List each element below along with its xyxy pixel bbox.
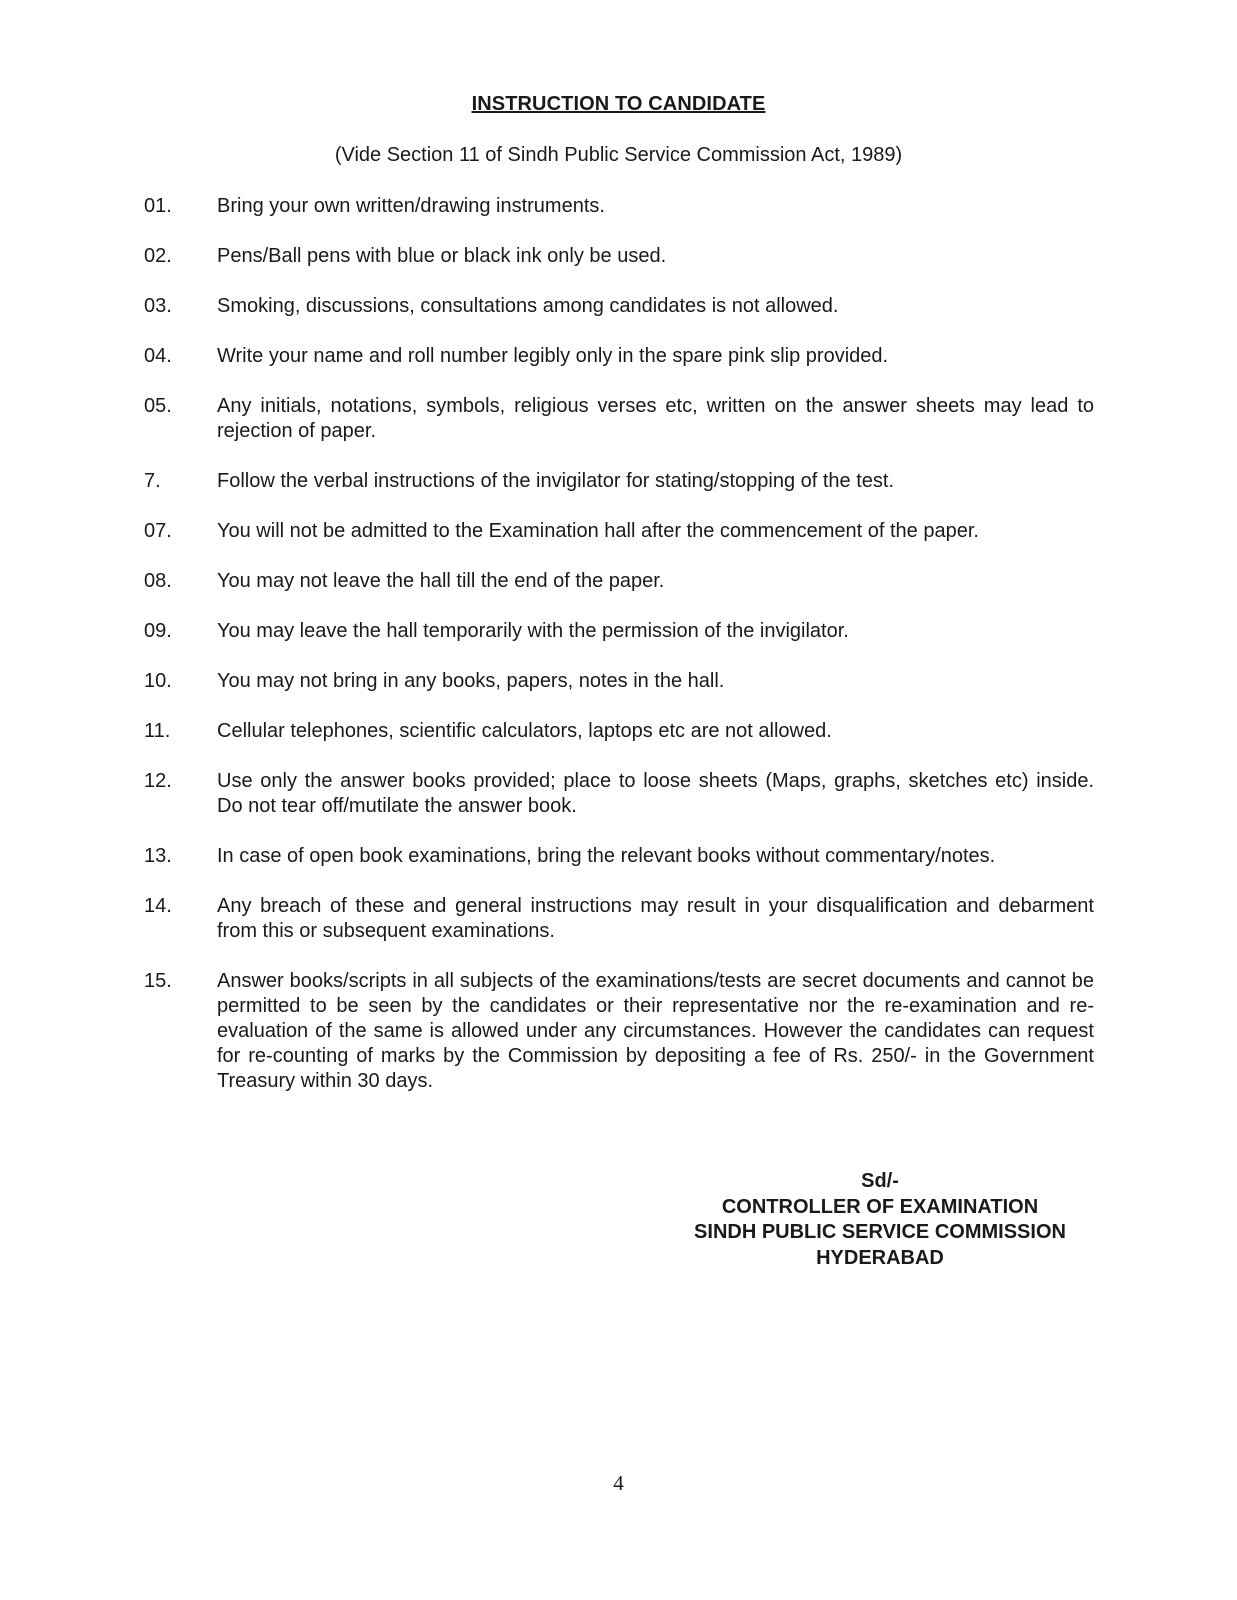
instruction-number: 02. xyxy=(144,245,172,267)
instruction-number: 08. xyxy=(144,570,172,592)
instruction-number: 11. xyxy=(144,720,171,742)
instruction-number: 10. xyxy=(144,670,172,692)
instruction-text: Pens/Ball pens with blue or black ink only be used. xyxy=(217,245,667,267)
instruction-text: Cellular telephones, scientific calculators, laptops etc are not allowed. xyxy=(217,720,832,742)
instruction-text: Write your name and roll number legibly only in the spare pink slip provided. xyxy=(217,345,889,367)
instruction-item xyxy=(144,619,1094,644)
instruction-item xyxy=(144,469,1094,494)
instruction-item xyxy=(144,769,1094,819)
instruction-item xyxy=(144,719,1094,744)
instruction-number: 01. xyxy=(144,195,172,217)
instruction-item xyxy=(144,194,1094,219)
instruction-text: Follow the verbal instructions of the invigilator for stating/stopping of the test. xyxy=(217,470,895,492)
instruction-number: 15. xyxy=(144,970,172,992)
instruction-text: Any breach of these and general instructions may result in your disqualification and debarment from this or subsequent examinations. xyxy=(217,895,1094,942)
instruction-number: 12. xyxy=(144,770,172,792)
instruction-number: 03. xyxy=(144,295,172,317)
instruction-item xyxy=(144,669,1094,694)
instruction-item xyxy=(144,519,1094,544)
instruction-item xyxy=(144,569,1094,594)
page-title: INSTRUCTION TO CANDIDATE xyxy=(471,93,766,115)
instruction-item xyxy=(144,394,1094,444)
instruction-text: You may not leave the hall till the end of the paper. xyxy=(217,570,665,592)
page-subtitle: (Vide Section 11 of Sindh Public Service Commission Act, 1989) xyxy=(334,144,903,166)
instruction-item xyxy=(144,244,1094,269)
instruction-text: Answer books/scripts in all subjects of the examinations/tests are secret documents and cannot be permitted to be seen by the candidates or their representative nor the re-examination and re-evaluation of the same is allowed under any circumstances. However the candidates can request for re-counting of marks by the Commission by depositing a fee of Rs. 250/- in the Government Treasury within 30 days. xyxy=(217,970,1094,1092)
signature-sd: Sd/- xyxy=(861,1170,899,1192)
instruction-text: Smoking, discussions, consultations among candidates is not allowed. xyxy=(217,295,839,317)
instruction-text: Any initials, notations, symbols, religious verses etc, written on the answer sheets may lead to rejection of paper. xyxy=(217,395,1094,442)
instruction-text: You will not be admitted to the Examination hall after the commencement of the paper. xyxy=(217,520,979,542)
instruction-text: You may not bring in any books, papers, notes in the hall. xyxy=(217,670,725,692)
instruction-text: In case of open book examinations, bring the relevant books without commentary/notes. xyxy=(217,845,996,867)
instruction-number: 04. xyxy=(144,345,172,367)
instruction-text: Bring your own written/drawing instruments. xyxy=(217,195,605,217)
instruction-number: 05. xyxy=(144,395,172,417)
instruction-number: 7. xyxy=(144,470,161,492)
signature-designation: CONTROLLER OF EXAMINATION xyxy=(721,1195,1039,1218)
instruction-item xyxy=(144,969,1094,1094)
instruction-item xyxy=(144,894,1094,944)
instruction-text: Use only the answer books provided; place to loose sheets (Maps, graphs, sketches etc) inside. Do not tear off/mutilate the answer book. xyxy=(217,770,1094,817)
instruction-item xyxy=(144,344,1094,369)
instruction-item xyxy=(144,844,1094,869)
instruction-item xyxy=(144,294,1094,319)
instruction-list xyxy=(144,194,1094,1119)
signature-block xyxy=(630,1169,1130,1271)
signature-city: HYDERABAD xyxy=(816,1246,944,1269)
instruction-number: 14. xyxy=(144,895,172,917)
instruction-number: 13. xyxy=(144,845,172,867)
instruction-number: 07. xyxy=(144,520,172,542)
instruction-text: You may leave the hall temporarily with the permission of the invigilator. xyxy=(217,620,849,642)
signature-organization: SINDH PUBLIC SERVICE COMMISSION xyxy=(694,1221,1066,1243)
page-number: 4 xyxy=(613,1471,624,1495)
instruction-number: 09. xyxy=(144,620,172,642)
